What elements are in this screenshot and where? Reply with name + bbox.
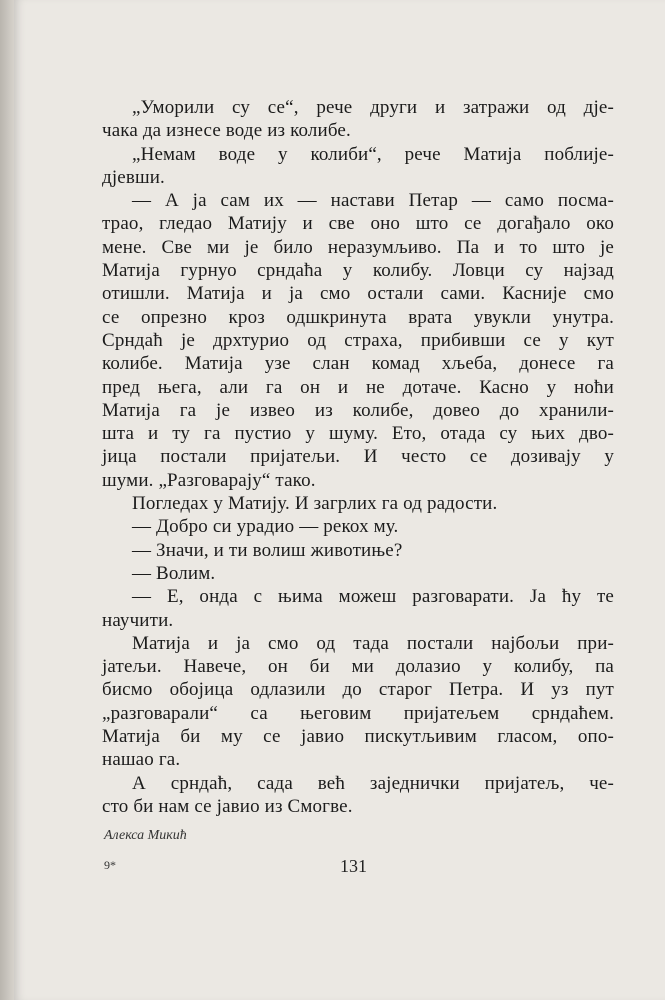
text-line: — Е, онда с њима можеш разговарати. Ја ћу те <box>132 586 614 608</box>
book-gutter-shadow <box>0 0 14 1000</box>
text-line: сто би нам се јавио из Смогве. <box>102 795 353 817</box>
text-line: Срндаћ је дрхтурио од страха, прибивши се у кут <box>102 329 614 351</box>
text-line: пред њега, али га он и не дотаче. Касно у ноћи <box>102 376 614 398</box>
printer-signature-mark: 9* <box>104 858 116 872</box>
text-line: Матија би му се јавио пискутљивим гласом, опо- <box>102 726 614 748</box>
text-line: чака да изнесе воде из колибе. <box>102 120 351 142</box>
text-line: Матија и ја смо од тада постали најбољи при- <box>132 632 614 654</box>
text-line: „Немам воде у колиби“, рече Матија поблије- <box>132 143 614 165</box>
text-line: дјевши. <box>102 166 165 188</box>
text-line: бисмо обојица одлазили до старог Петра. И уз пут <box>102 679 614 701</box>
text-line: нашао га. <box>102 749 181 771</box>
text-line: отишли. Матија и ја смо остали сами. Касније смо <box>102 283 614 305</box>
page-number: 131 <box>340 856 367 876</box>
text-line: колибе. Матија узе слан комад хљеба, донесе га <box>102 353 614 375</box>
text-line: — Добро си урадио — рекох му. <box>132 516 399 538</box>
story-text <box>102 96 614 818</box>
text-line: шуми. „Разговарају“ тако. <box>102 469 316 491</box>
text-line: шта и ту га пустио у шуму. Ето, отада су њих дво- <box>102 423 614 445</box>
text-line: се опрезно кроз одшкринута врата увукли унутра. <box>102 306 614 328</box>
author-name: Алекса Микић <box>104 828 187 843</box>
text-line: „разговарали“ са његовим пријатељем срндаћем. <box>102 702 614 724</box>
text-line: мене. Све ми је било неразумљиво. Па и то што је <box>102 236 614 258</box>
text-line: трао, гледао Матију и све оно што се догађало око <box>102 213 614 235</box>
text-line: научити. <box>102 609 174 631</box>
text-line: А срндаћ, сада већ заједнички пријатељ, че- <box>132 772 614 794</box>
text-line: — Волим. <box>132 562 216 584</box>
text-line: Матија га је извео из колибе, довео до хранили- <box>102 399 614 421</box>
text-line: „Уморили су се“, рече други и затражи од дје- <box>132 97 614 118</box>
text-line: — Значи, и ти волиш животиње? <box>132 539 403 561</box>
text-line: Погледах у Матију. И загрлих га од радости. <box>132 493 498 515</box>
text-line: — А ја сам их — настави Петар — само посма- <box>132 190 614 212</box>
text-line: јица постали пријатељи. И често се дозивају у <box>102 446 614 468</box>
text-line: Матија гурнуо срндаћа у колибу. Ловци су најзад <box>102 260 614 282</box>
text-line: јатељи. Навече, он би ми долазио у колибу, па <box>102 656 614 678</box>
